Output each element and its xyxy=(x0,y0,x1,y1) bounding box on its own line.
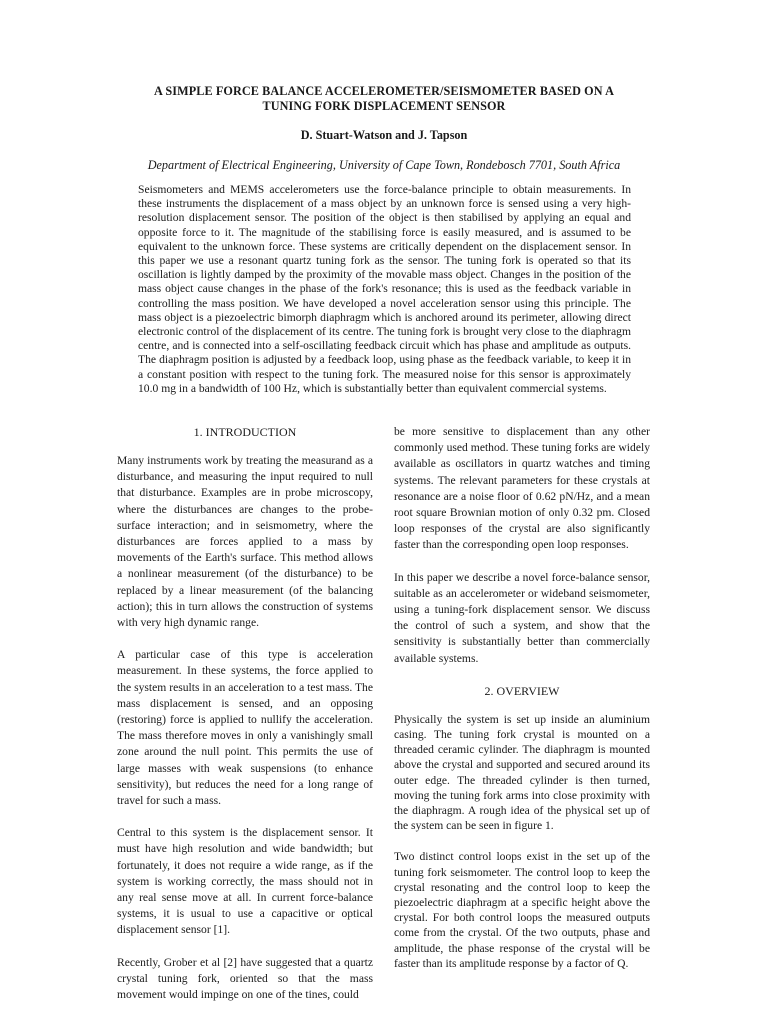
paper-abstract: Seismometers and MEMS accelerometers use the force-balance principle to obtain measurements. In these instruments the displacement of a mass object by an unknown force is sensed using a very high-resolution displacement sensor. The position of the object is then stabilised by applying an equal and opposite force to it. The magnitude of the stabilising force is easily measured, and is assumed to be equivalent to the unknown force. These systems are critically dependent on the displacement sensor. In this paper we use a resonant quartz tuning fork as the sensor. The tuning fork is operated so that its oscillation is lightly damped by the proximity of the movable mass object. Changes in the position of the mass object cause changes in the phase of the fork's resonance; this is used as the feedback variable in controlling the mass position. We have developed a novel acceleration sensor using this principle. The mass object is a piezoelectric bimorph diaphragm which is anchored around its perimeter, allowing direct electronic control of the displacement of its centre. The tuning fork is brought very close to the diaphragm centre, and is connected into a self-oscillating feedback circuit which has phase and amplitude as outputs. The diaphragm position is adjusted by a feedback loop, using phase as the feedback variable, to keep it in a constant position with respect to the tuning fork. The measured noise for this sensor is approximately 10.0 mg in a bandwidth of 100 Hz, which is substantially better than equivalent commercial systems. xyxy=(138,183,631,395)
overview-paragraph-2: Two distinct control loops exist in the set up of the tuning fork seismometer. The control loop to keep the crystal resonating and the control loop to keep the piezoelectric diaphragm at a specific height above the crystal. For both control loops the measured outputs come from the crystal. Of the two outputs, phase and amplitude, the phase response of the crystal will be faster than its amplitude response by a factor of Q. xyxy=(394,850,650,970)
left-column xyxy=(117,424,373,1019)
right-column xyxy=(394,424,650,987)
paper-title-line-2: TUNING FORK DISPLACEMENT SENSOR xyxy=(262,99,506,113)
paper-affiliation: Department of Electrical Engineering, University of Cape Town, Rondebosch 7701, South Africa xyxy=(147,158,621,172)
introduction-paragraph-5: be more sensitive to displacement than any other commonly used method. These tuning forks are widely available as oscillators in quartz watches and timing systems. The relevant parameters for these crystals at resonance are a noise floor of 0.62 pN/Hz, and a mean root square Brownian motion of only 0.32 pm. Closed loop responses of the crystal are also significantly faster than the corresponding open loop responses. xyxy=(394,425,650,552)
overview-paragraph-1: Physically the system is set up inside an aluminium casing. The tuning fork crystal is mounted on a threaded ceramic cylinder. The diaphragm is mounted above the crystal and supported and secured around its outer edge. The threaded cylinder is then turned, moving the tuning fork arms into close proximity with the diaphragm. A rough idea of the physical set up of the system can be seen in figure 1. xyxy=(394,712,650,833)
introduction-paragraph-2: A particular case of this type is acceleration measurement. In these systems, the force applied to the system results in an acceleration to a test mass. The mass displacement is sensed, and an opposing (restoring) force is applied to nullify the acceleration. The mass therefore moves in only a vanishingly small zone around the null point. This permits the use of large masses with weak suspensions (to enhance sensitivity), but reduces the need for a long range of travel for such a mass. xyxy=(117,648,373,808)
introduction-paragraph-4: Recently, Grober et al [2] have suggested that a quartz crystal tuning fork, oriented so that the mass movement would impinge on one of the tines, could xyxy=(117,955,373,1002)
introduction-paragraph-1: Many instruments work by treating the measurand as a disturbance, and measuring the input required to null that disturbance. Examples are in probe microscopy, where the disturbances are changes to the probe-surface interaction; and in seismometry, where the disturbances are forces applied to a mass by movements of the Earth's surface. This method allows a nonlinear measurement (of the disturbance) to be replaced by a linear measurement (of the balancing action); this in turn allows the construction of systems with very high dynamic range. xyxy=(117,454,373,630)
introduction-paragraph-6: In this paper we describe a novel force-balance sensor, suitable as an accelerometer or wideband seismometer, using a tuning-fork displacement sensor. We discuss the control of such a system, and show that the sensitivity is substantially better than commercially available systems. xyxy=(394,570,650,665)
introduction-paragraph-3: Central to this system is the displacement sensor. It must have high resolution and wide bandwidth; but fortunately, it does not require a wide range, as if the system is working correctly, the mass should not in any real sense move at all. In current force-balance systems, it is usual to use a capacitive or optical displacement sensor [1]. xyxy=(117,826,373,937)
paper-authors: D. Stuart-Watson and J. Tapson xyxy=(300,128,468,142)
paper-title xyxy=(100,84,668,114)
paper-title-line-1: A SIMPLE FORCE BALANCE ACCELEROMETER/SEISMOMETER BASED ON A xyxy=(154,84,614,98)
section-heading-overview: 2. OVERVIEW xyxy=(484,683,560,698)
section-heading-introduction: 1. INTRODUCTION xyxy=(193,425,297,439)
